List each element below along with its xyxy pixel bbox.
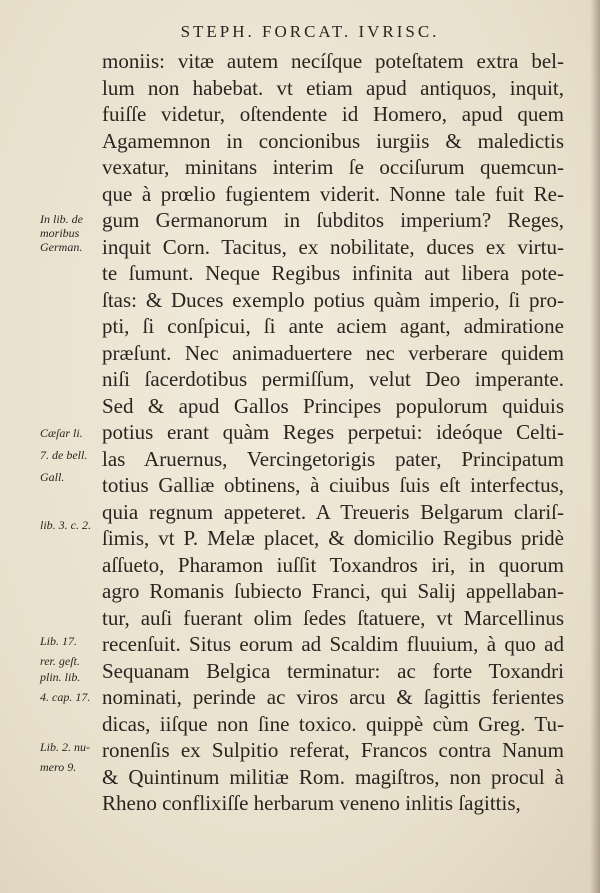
text-line: dicas, iiſque non ſine toxico. quippè cùm Greg. Tu-	[102, 712, 564, 736]
text-line: lum non habebat. vt etiam apud antiquos, inquit,	[102, 76, 564, 100]
margin-note: plin. lib.	[40, 670, 81, 684]
text-line: nominati, perinde ac viros arcu & ſagittis ferientes	[102, 685, 564, 709]
text-line: tur, auſi fuerant olim ſedes ſtatuere, vt Marcellinus	[102, 606, 564, 630]
text-line: moniis: vitæ autem necíſque poteſtatem extra bel-	[102, 49, 564, 73]
margin-note: Cæſar li.	[40, 426, 83, 440]
text-line: Sequanam Belgica terminatur: ac forte Toxandri	[102, 659, 564, 683]
margin-note: Lib. 2. nu-	[40, 740, 91, 754]
text-line: & Quintinum militiæ Rom. magiſtros, non procul à	[102, 765, 564, 789]
margin-note: moribus	[40, 226, 80, 240]
text-line: Rheno conflixiſſe herbarum veneno inlitis ſagittis,	[102, 791, 521, 815]
running-header	[0, 22, 600, 42]
margin-note: rer. geſt.	[40, 654, 80, 668]
text-line: vexatur, minitans interim ſe occiſurum quemcun-	[102, 155, 564, 179]
text-line: ſimis, vt P. Melæ placet, & domicilio Regibus pridè	[102, 526, 564, 550]
margin-note: lib. 3. c. 2.	[40, 518, 91, 532]
text-line: que à prœlio fugientem viderit. Nonne tale fuit Re-	[102, 182, 564, 206]
text-line: Agamemnon in concionibus iurgiis & maledictis	[102, 129, 564, 153]
text-line: las Aruernus, Vercingetorigis pater, Principatum	[102, 447, 564, 471]
text-line: ronenſis ex Sulpitio referat, Francos contra Nanum	[102, 738, 564, 762]
text-line: totius Galliæ obtinens, à ciuibus ſuis eſt interfectus,	[102, 473, 564, 497]
margin-note: 7. de bell.	[40, 448, 88, 462]
text-line: Sed & apud Gallos Principes populorum quiduis	[102, 394, 564, 418]
text-line: aſſueto, Pharamon iuſſit Toxandros iri, in quorum	[102, 553, 564, 577]
text-line: recenſuit. Situs eorum ad Scaldim fluuium, à quo ad	[102, 632, 564, 656]
text-line: fuiſſe videtur, oſtendente id Homero, apud quem	[102, 102, 564, 126]
running-header-title: STEPH. FORCAT. IVRISC.	[180, 22, 440, 41]
text-line: niſi ſacerdotibus permiſſum, velut Deo imperante.	[102, 367, 564, 391]
margin-note: mero 9.	[40, 760, 77, 774]
page-spine-shadow	[590, 0, 600, 893]
text-line: te ſumunt. Neque Regibus infinita aut libera pote-	[102, 261, 564, 285]
text-line: gum Germanorum in ſubditos imperium? Reges,	[102, 208, 564, 232]
text-line: quia regnum appeteret. A Treueris Belgarum clariſ-	[102, 500, 564, 524]
text-line: præſunt. Nec animaduertere nec verberare quidem	[102, 341, 564, 365]
margin-note: In lib. de	[40, 212, 83, 226]
text-line: potius erant quàm Reges perpetui: ideóque Celti-	[102, 420, 564, 444]
text-line: ſtas: & Duces exemplo potius quàm imperio, ſi pro-	[102, 288, 564, 312]
text-line: pti, ſi conſpicui, ſi ante aciem agant, admiratione	[102, 314, 564, 338]
text-line: agro Romanis ſubiecto Franci, qui Salij appellaban-	[102, 579, 564, 603]
text-line: inquit Corn. Tacitus, ex nobilitate, duces ex virtu-	[102, 235, 564, 259]
margin-note: 4. cap. 17.	[40, 690, 91, 704]
margin-note: Lib. 17.	[40, 634, 78, 648]
margin-note: German.	[40, 240, 83, 254]
margin-note: Gall.	[40, 470, 65, 484]
